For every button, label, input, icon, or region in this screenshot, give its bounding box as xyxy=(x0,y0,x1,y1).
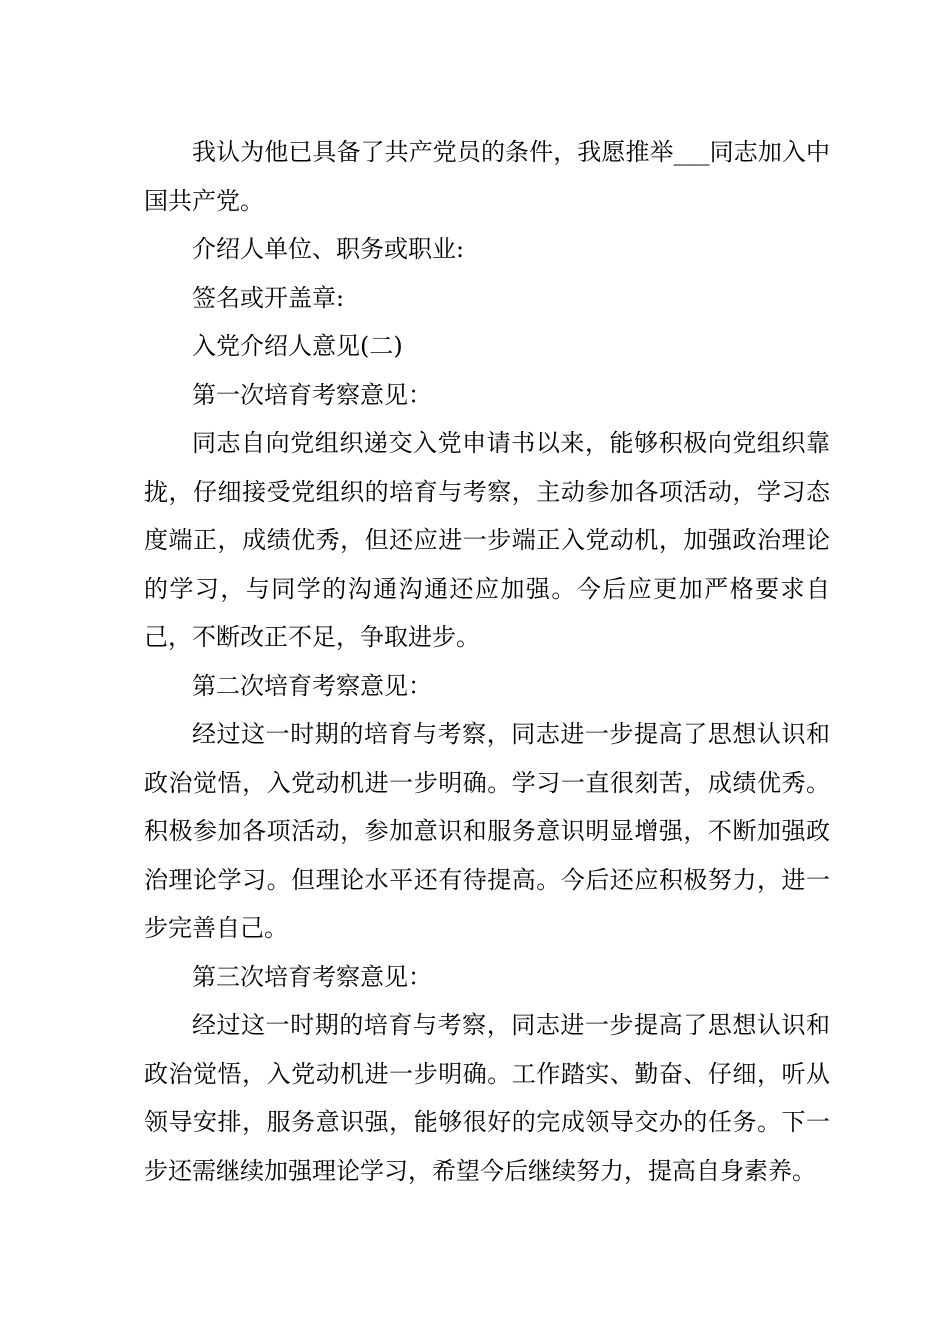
paragraph-second-review: 经过这一时期的培育与考察，同志进一步提高了思想认识和政治觉悟，入党动机进一步明确。学习一直很刻苦，成绩优秀。积极参加各项活动，参加意识和服务意识明显增强，不断加强政治理论学习。但理论水平还有待提高。今后还应积极努力，进一步完善自己。 xyxy=(144,720,830,942)
paragraph-third-review: 经过这一时期的培育与考察，同志进一步提高了思想认识和政治觉悟，入党动机进一步明确。工作踏实、勤奋、仔细，听从领导安排，服务意识强，能够很好的完成领导交办的任务。下一步还需继续加强理论学习，希望今后继续努力，提高自身素养。 xyxy=(144,1011,830,1185)
paragraph-introducer-unit: 介绍人单位、职务或职业: xyxy=(192,235,465,263)
subheading-first-review: 第一次培育考察意见： xyxy=(192,380,432,409)
paragraph-first-review: 同志自向党组织递交入党申请书以来，能够积极向党组织靠拢，仔细接受党组织的培育与考察，主动参加各项活动，学习态度端正，成绩优秀，但还应进一步端正入党动机，加强政治理论的学习，与同学的沟通沟通还应加强。今后应更加严格要求自己，不断改正不足，争取进步。 xyxy=(144,429,830,651)
section-heading: 入党介绍人意见(二) xyxy=(192,332,403,360)
paragraph-recommendation: 我认为他已具备了共产党员的条件，我愿推举___同志加入中国共产党。 xyxy=(144,138,830,215)
subheading-second-review: 第二次培育考察意见： xyxy=(192,671,432,700)
paragraph-signature: 签名或开盖章: xyxy=(192,283,345,312)
subheading-third-review: 第三次培育考察意见： xyxy=(192,962,432,991)
